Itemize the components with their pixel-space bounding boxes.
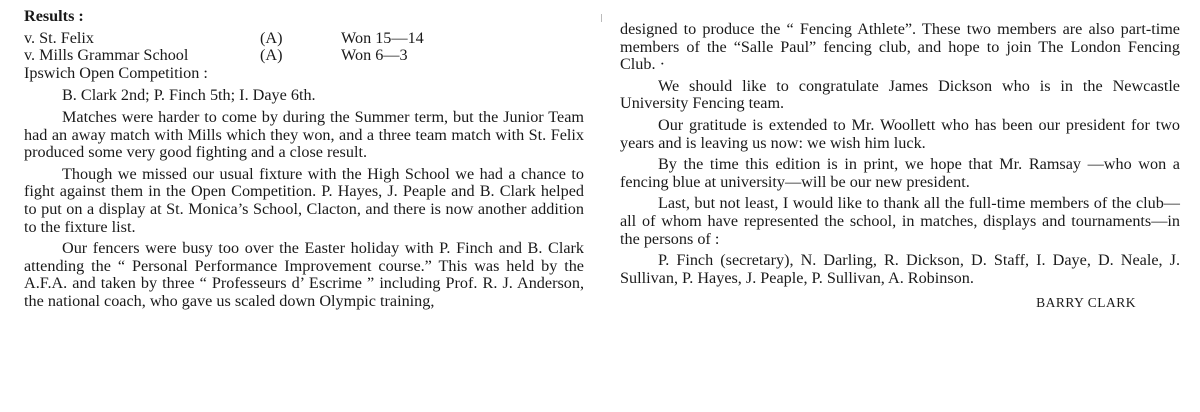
paragraph-congratulations: We should like to congratulate James Dickson who is in the Newcastle University Fencing team.: [620, 76, 1180, 113]
paragraph-thanks: Last, but not least, I would like to thank all the full-time members of the club—all of whom have represented the school, in matches, displays and tournaments—in the persons of :: [620, 194, 1180, 248]
results-heading: Results :: [24, 7, 84, 25]
left-column: [24, 8, 584, 311]
competition-placings: B. Clark 2nd; P. Finch 5th; I. Daye 6th.: [62, 86, 316, 105]
column-divider-mark: [601, 14, 602, 22]
result-outcome: Won 15—14: [341, 28, 424, 47]
result-venue: (A): [260, 46, 283, 65]
paragraph-new-president: By the time this edition is in print, we hope that Mr. Ramsay —who won a fencing blue at university—will be our new president.: [620, 155, 1180, 191]
competition-title: Ipswich Open Competition :: [24, 63, 208, 82]
members-list: P. Finch (secretary), N. Darling, R. Dickson, D. Staff, I. Daye, D. Neale, J. Sullivan, P. Hayes, J. Peaple, P. Sullivan, A. Robinson.: [620, 251, 1180, 287]
result-outcome: Won 6—3: [341, 46, 408, 65]
author-signature: BARRY CLARK: [1036, 295, 1136, 311]
result-opponent: v. Mills Grammar School: [24, 46, 189, 65]
result-row: [24, 30, 584, 48]
paragraph-easter-holiday: Our fencers were busy too over the Easter holiday with P. Finch and B. Clark attending the “ Personal Performance Improvement course.” This was held by the A.F.A. and taken by three “ Professeurs d’ Escrime ” including Prof. R. J. Anderson, the national coach, who gave us scaled down Olympic training,: [24, 239, 584, 310]
result-opponent: v. St. Felix: [24, 28, 95, 47]
result-row: [24, 47, 584, 65]
paragraph-high-school: Though we missed our usual fixture with the High School we had a chance to fight against them in the Open Competition. P. Hayes, J. Peaple and B. Clark helped to put on a display at St. Monica’s School, Clacton, and there is now another addition to the fixture list.: [24, 164, 584, 236]
paragraph-summer-term: Matches were harder to come by during the Summer term, but the Junior Team had an away match with Mills which they won, and a three team match with St. Felix produced some very good fighting and a close result.: [24, 107, 584, 162]
right-column: [620, 21, 1180, 312]
result-venue: (A): [260, 28, 283, 47]
paragraph-gratitude: Our gratitude is extended to Mr. Woollett who has been our president for two years and is leaving us now: we wish him luck.: [620, 115, 1180, 152]
paragraph-fencing-athlete: designed to produce the “ Fencing Athlete”. These two members are also part-time members of the “Salle Paul” fencing club, and hope to join The London Fencing Club. ·: [620, 20, 1180, 74]
